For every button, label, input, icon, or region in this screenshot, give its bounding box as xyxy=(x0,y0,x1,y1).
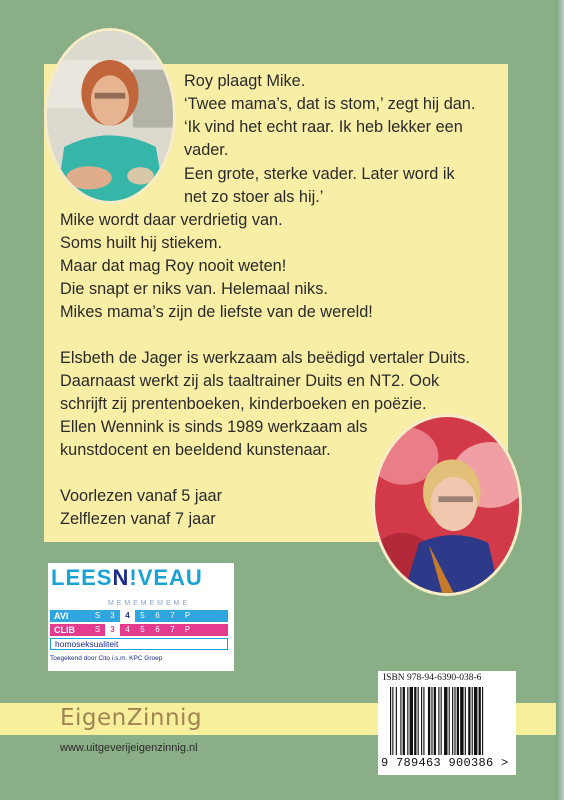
barcode-bar xyxy=(414,687,416,755)
clib-label: CLIB xyxy=(54,625,75,635)
isbn-barcode xyxy=(378,671,516,775)
level-cell: 4 xyxy=(120,610,135,622)
barcode-bars xyxy=(390,687,502,757)
leesniveau-footer: Toegekend door Cito i.s.m. KPC Groep xyxy=(50,655,163,662)
barcode-bar xyxy=(423,687,424,755)
barcode-bar xyxy=(434,687,436,755)
leesniveau-header: M E M E M E M E M E xyxy=(108,600,188,607)
barcode-bar xyxy=(482,687,483,755)
blurb-line: ‘Ik vind het echt raar. Ik heb lekker een xyxy=(184,118,463,136)
barcode-bar xyxy=(454,687,455,755)
barcode-bar xyxy=(410,687,413,755)
bio-line: kunstdocent en beeldend kunstenaar. xyxy=(60,441,331,459)
barcode-bar xyxy=(431,687,432,755)
publisher-logo: EigenZinnig xyxy=(60,705,203,731)
barcode-bar xyxy=(400,687,401,755)
age-line: Voorlezen vanaf 5 jaar xyxy=(60,487,223,505)
barcode-bar xyxy=(472,687,473,755)
blurb-line: Soms huilt hij stiekem. xyxy=(60,234,222,252)
barcode-bar xyxy=(418,687,419,755)
author-photo-elsbeth xyxy=(44,28,176,204)
level-cell: 6 xyxy=(155,625,160,634)
blurb-line: Die snapt er niks van. Helemaal niks. xyxy=(60,280,328,298)
level-cell: P xyxy=(184,625,191,634)
barcode-bar xyxy=(474,687,477,755)
barcode-bar xyxy=(452,687,453,755)
level-cell: 5 xyxy=(140,611,145,620)
blurb-line: Maar dat mag Roy nooit weten! xyxy=(60,257,287,275)
leesniveau-logo: LEESN!VEAU xyxy=(51,565,203,590)
barcode-bar xyxy=(421,687,422,755)
bio-line: Elsbeth de Jager is werkzaam als beëdigd vertaler Duits. xyxy=(60,349,470,367)
barcode-bar xyxy=(407,687,408,755)
bio-line: schrijft zij prentenboeken, kinderboeken en poëzie. xyxy=(60,395,427,413)
barcode-bar xyxy=(396,687,397,755)
clib-row xyxy=(50,624,228,636)
blurb-line: Roy plaagt Mike. xyxy=(184,72,306,90)
level-cell: 4 xyxy=(125,625,130,634)
level-cell: S xyxy=(94,625,101,634)
barcode-bar xyxy=(438,687,439,755)
bio-line: Ellen Wennink is sinds 1989 werkzaam als xyxy=(60,418,368,436)
barcode-bar xyxy=(449,687,450,755)
isbn-number: ISBN 978-94-6390-038-6 xyxy=(383,673,482,683)
barcode-bar xyxy=(428,687,430,755)
age-line: Zelflezen vanaf 7 jaar xyxy=(60,510,216,528)
bio-line: Daarnaast werkt zij als taaltrainer Duits en NT2. Ook xyxy=(60,372,440,390)
leesniveau-theme: homoseksualiteit xyxy=(50,638,228,650)
level-cell: P xyxy=(184,611,191,620)
avi-label: AVI xyxy=(54,611,69,621)
spine-edge xyxy=(556,0,564,800)
barcode-bar xyxy=(403,687,405,755)
avi-row xyxy=(50,610,228,622)
barcode-bar xyxy=(465,687,466,755)
barcode-digits: 9 789463 900386 > xyxy=(381,756,509,770)
barcode-bar xyxy=(441,687,442,755)
level-cell: 5 xyxy=(140,625,145,634)
barcode-bar xyxy=(468,687,470,755)
blurb-line: ‘Twee mama’s, dat is stom,’ zegt hij dan. xyxy=(184,95,476,113)
leesniveau-badge xyxy=(48,563,234,671)
level-cell: 6 xyxy=(155,611,160,620)
blurb-line: Mike wordt daar verdrietig van. xyxy=(60,211,283,229)
barcode-bar xyxy=(460,687,463,755)
barcode-bar xyxy=(392,687,393,755)
level-cell: S xyxy=(94,611,101,620)
publisher-url: www.uitgeverijeigenzinnig.nl xyxy=(60,742,198,754)
blurb-line: Mikes mama’s zijn de liefste van de wereld! xyxy=(60,303,373,321)
level-cell: 7 xyxy=(170,611,175,620)
blurb-line: Een grote, sterke vader. Later word ik xyxy=(184,165,455,183)
blurb-line: net zo stoer als hij.’ xyxy=(184,188,324,206)
clib-levels xyxy=(90,624,195,636)
level-cell: 3 xyxy=(105,624,120,636)
barcode-bar xyxy=(390,687,391,755)
barcode-bar xyxy=(457,687,459,755)
barcode-bar xyxy=(479,687,481,755)
blurb-line: vader. xyxy=(184,141,229,159)
level-cell: 3 xyxy=(110,611,115,620)
illustrator-photo-ellen xyxy=(372,414,522,596)
level-cell: 7 xyxy=(170,625,175,634)
avi-levels xyxy=(90,610,195,622)
barcode-bar xyxy=(444,687,447,755)
